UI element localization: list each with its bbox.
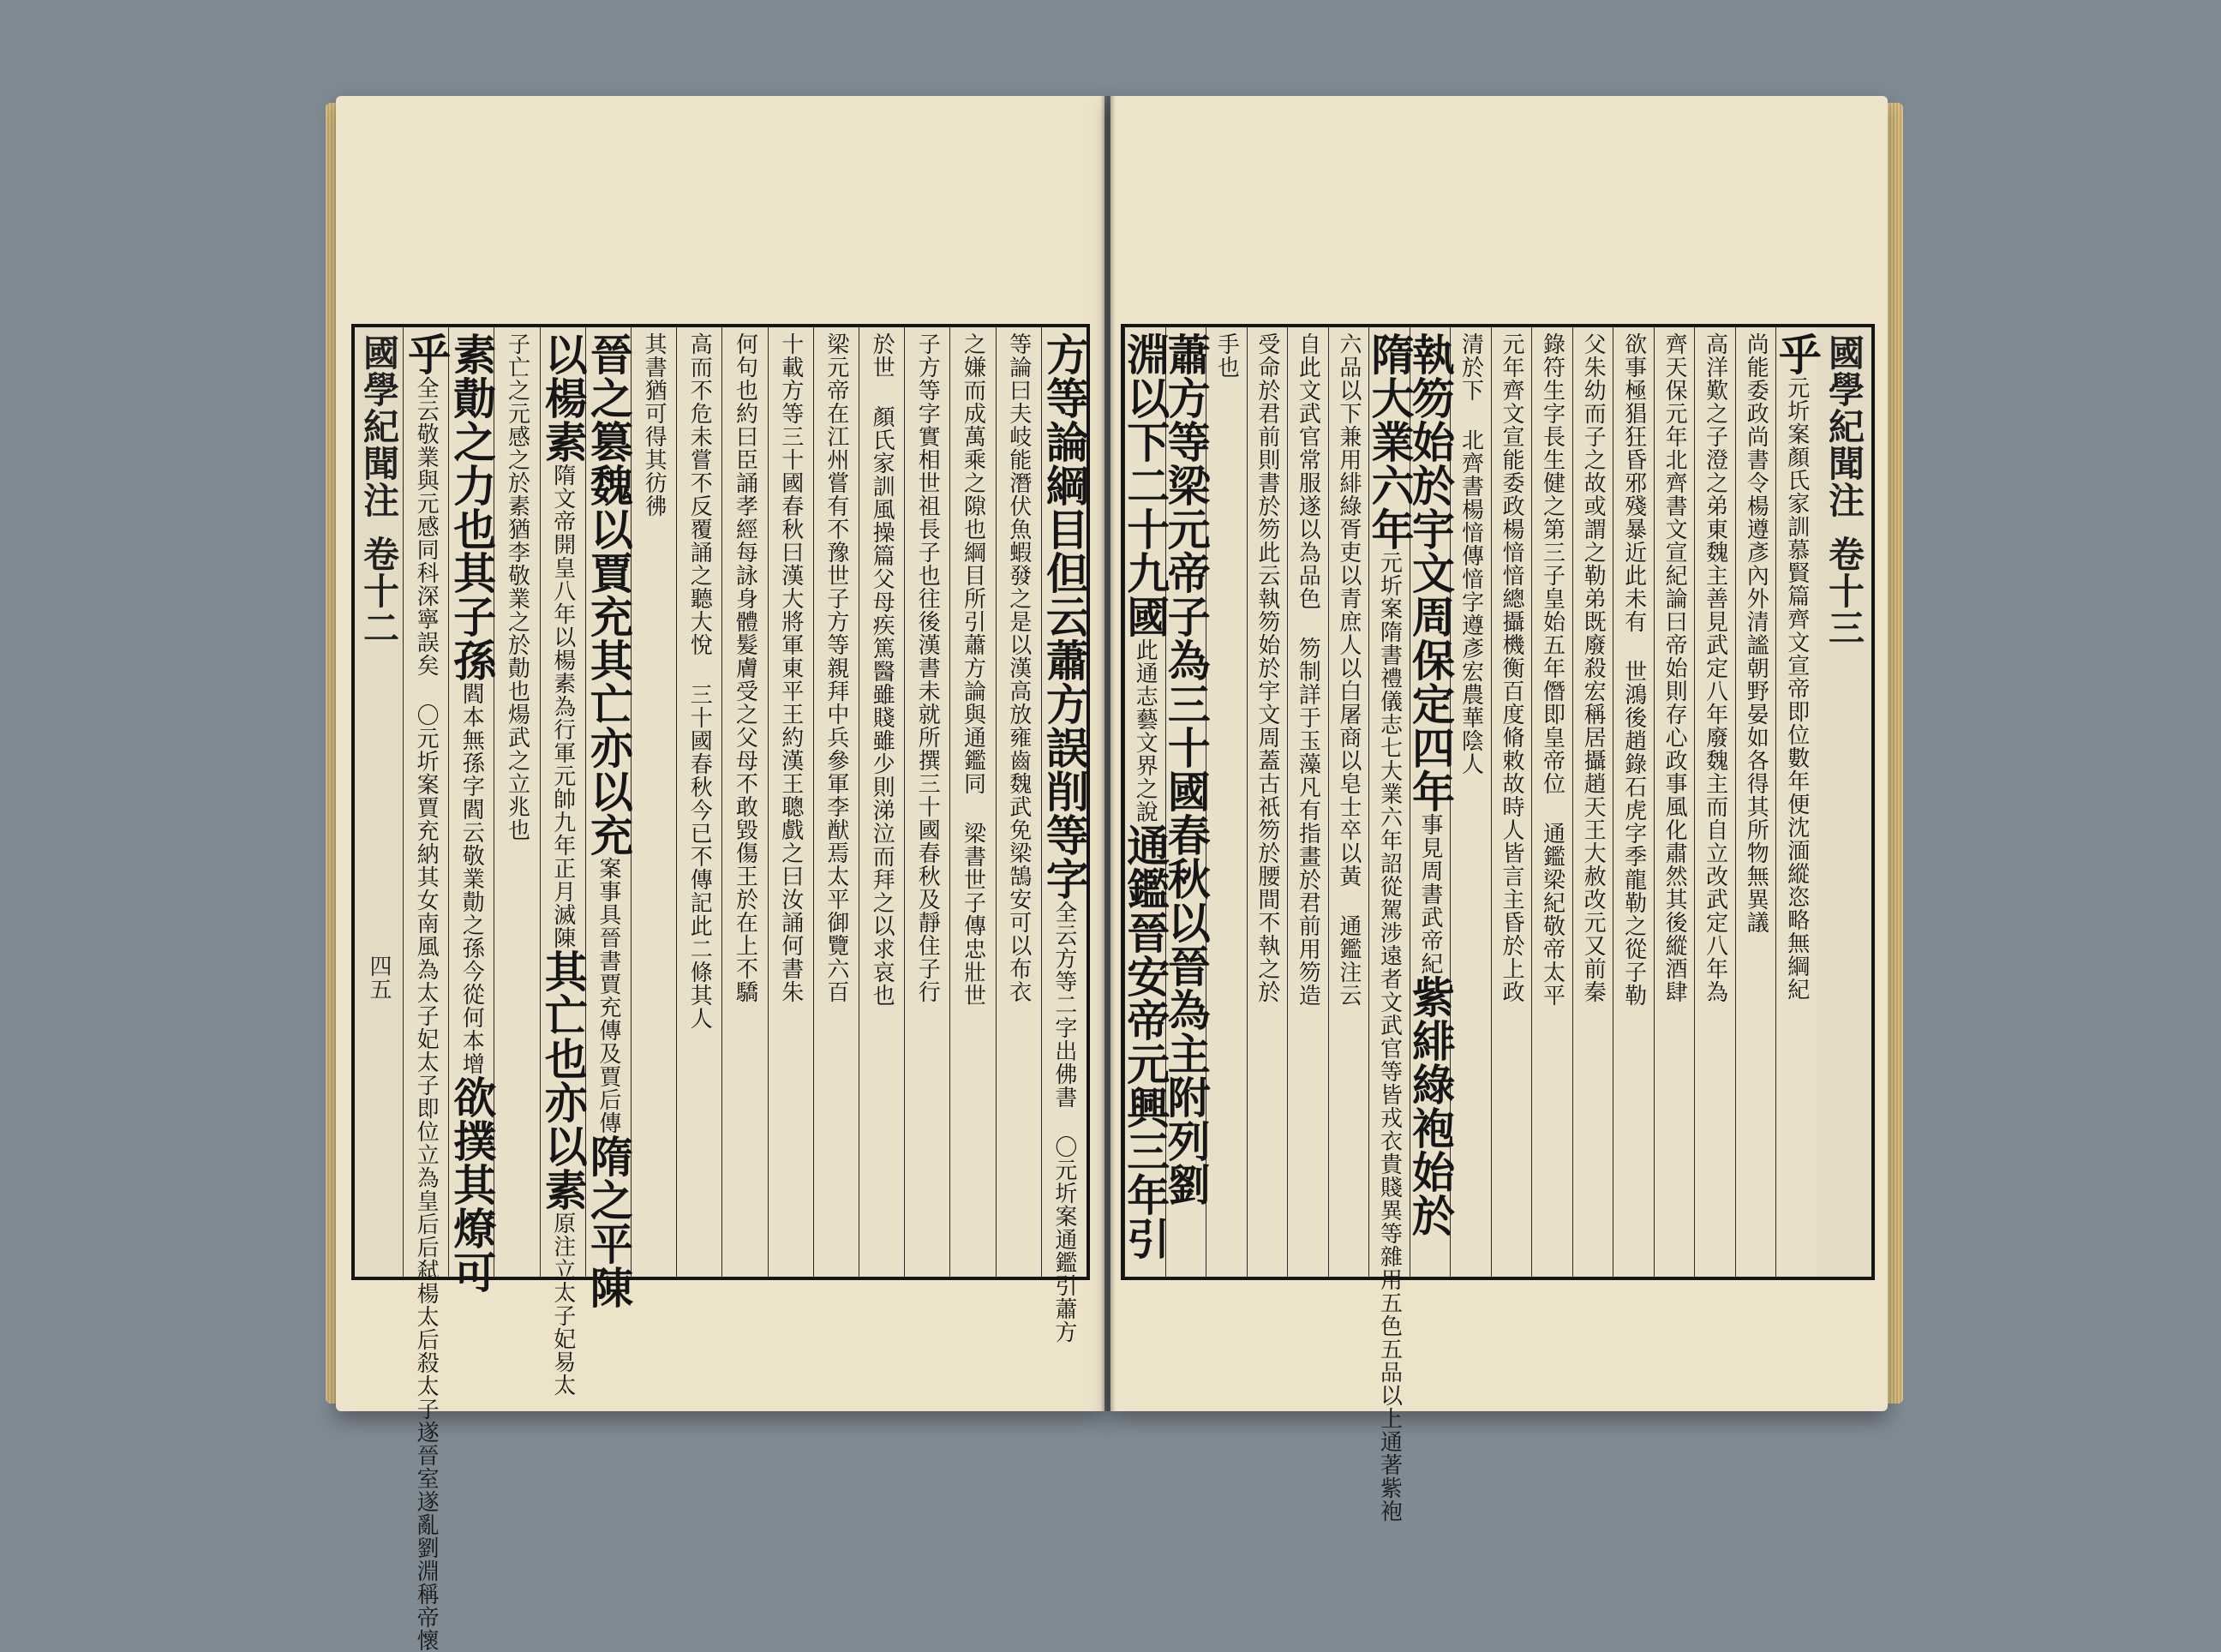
left_page-text-column [904, 327, 949, 1277]
left-fold-title: 國學紀聞注 [358, 334, 400, 518]
main-text: 隋之平陳 [583, 1134, 634, 1309]
main-text: 紫緋綠袍始於 [1404, 975, 1456, 1237]
right-text-frame [1120, 324, 1875, 1523]
annotation-text: 高而不危未嘗不反覆誦之聽大悅 三十國春秋今已不傳記此二條其人 [686, 332, 713, 1030]
left_page-text-column [949, 327, 995, 1277]
main-text: 以楊素 [537, 332, 589, 464]
annotation-text: 六品以下兼用緋綠胥吏以青庶人以白屠商以皂士卒以黃 通鑑注云 [1335, 332, 1362, 1007]
right_page-text-column [1572, 327, 1613, 1277]
main-text: 蕭方等梁元帝子為三十國春秋以晉為主附列劉 [1160, 332, 1212, 1206]
left_page-text-column [676, 327, 721, 1277]
left-fold-column [355, 327, 403, 1277]
annotation-text: 元圻案顏氏家訓慕賢篇齊文宣帝即位數年便沈湎縱恣略無綱紀 [1783, 376, 1810, 1001]
right_page-text-column [1287, 327, 1328, 1277]
show-through-text [1165, 171, 1207, 201]
left_page-text-column [721, 327, 767, 1277]
main-text: 方等論綱目但云蕭方誤削等字 [1039, 332, 1090, 901]
annotation-text: 子方等字實相世祖長子也往後漢書未就所撰三十國春秋及靜住子行 [914, 332, 941, 1003]
book-gutter [1100, 96, 1116, 1411]
annotation-text: 元年齊文宣能委政楊愔愔總攝機衡百度脩敕故時人皆言主昏於上政 [1499, 332, 1524, 1003]
left_page-text-column [813, 327, 859, 1277]
main-text: 欲撲其燎可 [446, 1075, 498, 1294]
annotation-text: 原注立太子妃易太 [549, 1212, 576, 1397]
annotation-text: 梁元帝在江州嘗有不豫世子方等親拜中兵參軍李猷焉太平御覽六百 [823, 332, 849, 1003]
left_page-text-column [859, 327, 904, 1277]
right_page-text-column [1328, 327, 1369, 1277]
main-text: 素勣之力也其子孫 [446, 332, 498, 682]
annotation-text: 此通志藝文界之說 [1132, 638, 1158, 823]
right_page-text-column [1491, 327, 1532, 1277]
annotation-text: 全云敬業與元感同科深寧誤矣 〇元圻案賈充納其女南風為太子妃太子即位立為皇后后弑楊太后殺太子遂晉室遂亂劉淵稱帝懷 [413, 376, 440, 1652]
left_page-text-column [537, 327, 589, 1397]
left-text-frame [351, 324, 1090, 1652]
left_page-text-column [446, 327, 498, 1294]
left_page-text-column [583, 327, 634, 1309]
main-text: 其亡也亦以素 [537, 949, 589, 1212]
annotation-text: 元圻案隋書禮儀志七大業六年詔從駕涉遠者文武官等皆戎衣貴賤異等雜用五色五品以上通著紫袍 [1376, 551, 1403, 1523]
main-text: 通鑑晉安帝元興三年引 [1120, 823, 1171, 1260]
annotation-text: 之嫌而成萬乘之隙也綱目所引蕭方論與通鑑同 梁書世子傳忠壯世 [960, 332, 986, 1007]
annotation-text: 隋文帝開皇八年以楊素為行軍元帥九年正月滅陳 [549, 464, 576, 949]
right-fold-column [1817, 327, 1871, 1277]
annotation-text: 父朱幼而子之故或謂之勒弟既廢殺宏稱居攝趙天王大赦改元又前秦 [1580, 332, 1607, 1003]
annotation-text: 齊天保元年北齊書文宣紀論曰帝始則存心政事風化肅然其後縱酒肆 [1661, 332, 1688, 1003]
main-text: 淵以下二十九國 [1120, 332, 1171, 638]
annotation-text: 欲事極猖狂昏邪殘暴近此未有 世鴻後趙錄石虎字季龍勒之從子勒 [1620, 332, 1647, 1007]
right_page-text-column [1160, 327, 1212, 1277]
annotation-text: 閻本無孫字閻云敬業勣之孫今從何本增 [458, 682, 485, 1075]
left_page-text-column [631, 327, 676, 1277]
right_page-text-column [1206, 327, 1247, 1277]
right_page-text-column [1771, 327, 1823, 1277]
annotation-text: 錄符生字長生健之第三子皇始五年僭即皇帝位 通鑑梁紀敬帝太平 [1539, 332, 1565, 1007]
left_page-text-column [494, 327, 539, 1277]
right_page-text-column [1531, 327, 1572, 1277]
annotation-text: 事見周書武帝紀 [1416, 813, 1443, 975]
annotation-text: 受命於君前則書於笏此云執笏始於宇文周蓋古祇笏於腰間不執之於 [1254, 332, 1280, 1003]
right_page-text-column [1247, 327, 1288, 1277]
annotation-text: 尚能委政尚書令楊遵彥內外清謐朝野晏如各得其所物無異議 [1743, 332, 1769, 934]
left-fold-page-number: 四五 [366, 955, 392, 1001]
right_page-text-column [1654, 327, 1695, 1277]
annotation-text: 子亡之元感之於素猶李敬業之於勣也煬武之立兆也 [504, 332, 530, 841]
annotation-text: 全云方等二字出佛書 〇元圻案通鑑引蕭方 [1051, 901, 1077, 1344]
left_page-text-column [996, 327, 1041, 1277]
right_page-text-column [1120, 327, 1171, 1277]
right-fold-title: 國學紀聞注 [1823, 334, 1865, 518]
right_page-text-column [1613, 327, 1654, 1277]
annotation-text: 於世 顏氏家訓風操篇父母疾篤醫雖賤雖少則涕泣而拜之以求哀也 [869, 332, 895, 1007]
main-text: 執笏始於宇文周保定四年 [1404, 332, 1456, 813]
annotation-text: 高洋歎之子澄之弟東魏主善見武定八年廢魏主而自立改武定八年為 [1702, 332, 1728, 1003]
right_page-text-column [1694, 327, 1735, 1277]
annotation-text: 清於下 北齊書楊愔傳愔字遵彥宏農華陰人 [1458, 332, 1484, 775]
right_page-text-column [1404, 327, 1456, 1277]
annotation-text: 其書猶可得其彷彿 [641, 332, 667, 518]
annotation-text: 十載方等三十國春秋曰漢大將軍東平王約漢王聰戲之曰汝誦何書朱 [777, 332, 804, 1003]
annotation-text: 等論曰夫岐能潛伏魚蝦發之是以漢高放雍齒魏武免梁鵠安可以布衣 [1005, 332, 1032, 1003]
left_page-text-column [1039, 327, 1090, 1344]
right-fold-volume: 卷十三 [1823, 536, 1865, 646]
main-text: 隋大業六年 [1364, 332, 1416, 551]
annotation-text: 手也 [1213, 332, 1240, 379]
left-fold-volume: 卷十二 [358, 536, 400, 646]
annotation-text: 自此文武官常服遂以為品色 笏制詳于玉藻凡有指畫於君前用笏造 [1295, 332, 1321, 1007]
left_page-text-column [401, 327, 452, 1652]
left_page-text-column [768, 327, 813, 1277]
annotation-text: 案事具晉書賈充傳及賈后傳 [595, 857, 621, 1134]
right_page-text-column [1735, 327, 1776, 1277]
annotation-text: 何句也約曰臣誦孝經每詠身體髮膚受之父母不敢毀傷王於在上不驕 [732, 332, 758, 1003]
right_page-text-column [1364, 327, 1416, 1523]
right_page-text-column [1450, 327, 1491, 1277]
main-text: 晉之篡魏以賈充其亡亦以充 [583, 332, 634, 857]
main-text: 乎 [401, 332, 452, 376]
main-text: 乎 [1771, 332, 1823, 376]
